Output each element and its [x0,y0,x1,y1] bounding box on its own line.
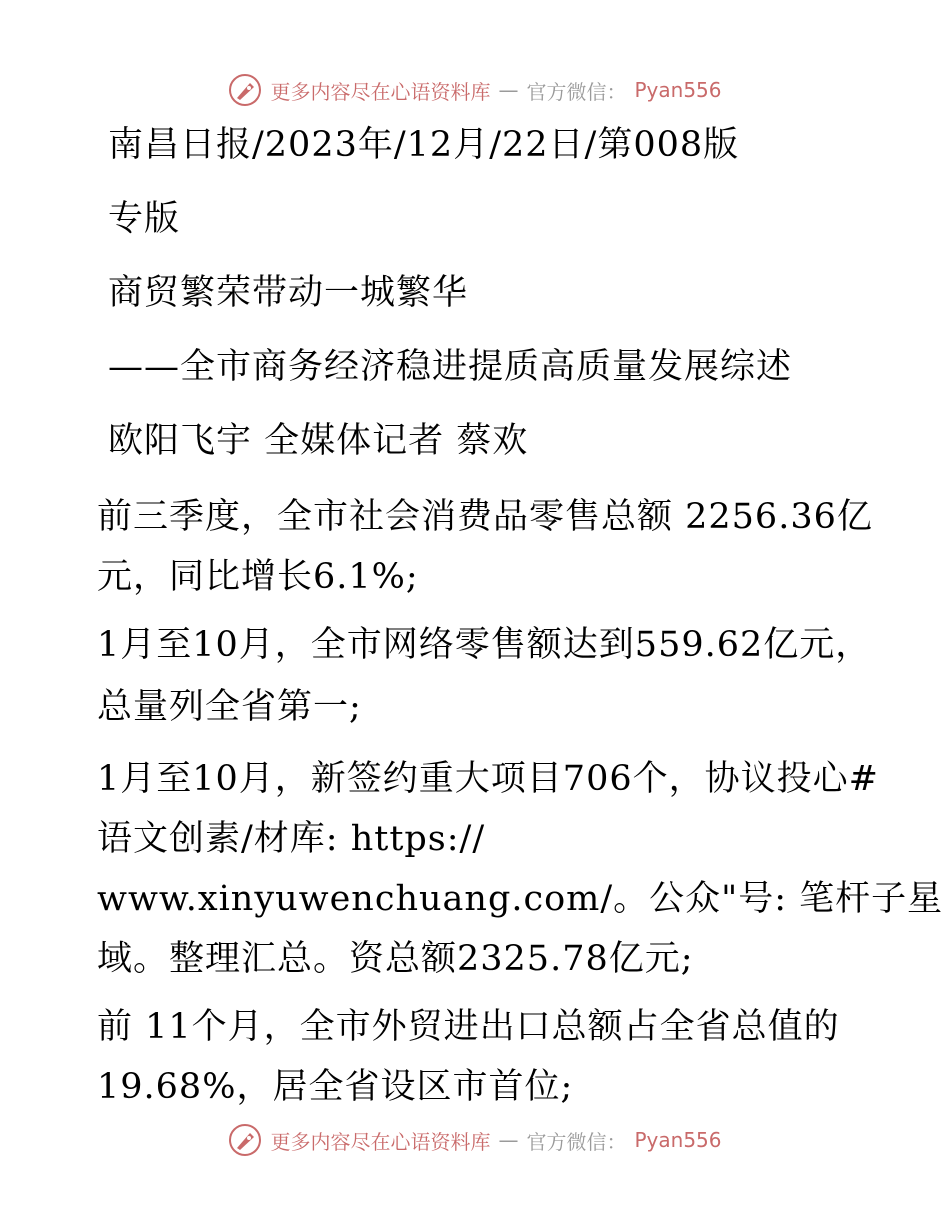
subheadline: ——全市商务经济稳进提质高质量发展综述 [108,347,793,387]
watermark-account: Pyan556 [634,78,722,102]
body-line: 1月至10月，新签约重大项目706个，协议投心# [97,759,879,799]
headline: 商贸繁荣带动一城繁华 [108,273,469,313]
body-line: 前三季度，全市社会消费品零售总额 2256.36亿 [97,497,873,537]
section-label: 专版 [108,199,181,239]
watermark-text: 更多内容尽在心语资料库 [270,79,491,104]
body-line: 总量列全省第一; [97,687,362,727]
body-line: www.xinyuwenchuang.com/。公众"号: 笔杆子星 [97,879,944,919]
pen-nib-icon [228,73,262,107]
body-line: 19.68%，居全省设区市首位; [97,1067,574,1107]
watermark-dash: — [498,78,519,102]
pen-nib-icon [228,1123,262,1157]
body-line: 域。整理汇总。资总额2325.78亿元; [97,939,694,979]
body-line: 语文创素/材库: https:// [97,819,486,859]
watermark-banner-bottom [0,1118,950,1162]
source-line: 南昌日报/2023年/12月/22日/第008版 [108,125,740,165]
body-line: 元，同比增长6.1%; [97,557,419,597]
watermark-dash: — [498,1128,519,1152]
watermark-text: 更多内容尽在心语资料库 [270,1129,491,1154]
watermark-wechat-label: 官方微信： [526,1129,627,1154]
body-line: 前 11个月，全市外贸进出口总额占全省总值的 [97,1007,840,1047]
byline: 欧阳飞宇 全媒体记者 蔡欢 [108,421,529,461]
watermark-account: Pyan556 [634,1128,722,1152]
watermark-wechat-label: 官方微信： [526,79,627,104]
body-line: 1月至10月，全市网络零售额达到559.62亿元， [97,625,872,665]
watermark-banner-top [0,68,950,112]
